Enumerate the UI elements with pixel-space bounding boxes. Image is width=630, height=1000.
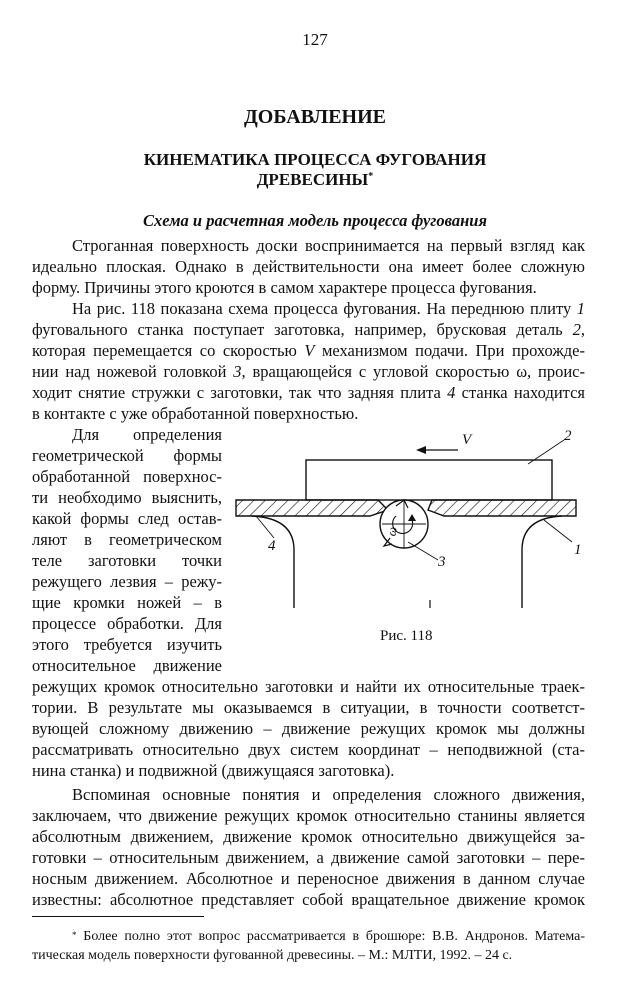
paragraph-3-line: обработанной поверхнос- [32,467,222,486]
figure-ref-3: 3 [233,362,242,381]
paragraph-3-line: щие кромки ножей – в [32,593,222,612]
paragraph-3-line: теле заготовки точки [32,551,222,570]
label-cutter-3: 3 [438,554,446,570]
chapter-title-line1: КИНЕМАТИКА ПРОЦЕССА ФУГОВАНИЯ [143,150,487,169]
paragraph-1-line: форму. Причины этого кроются в самом характере процесса фугования. [32,278,537,297]
paragraph-3-line: режущего лезвия – режу- [32,572,222,591]
paragraph-4-line: носным движением. Абсолютное и переносное движения в данном случае [32,869,585,888]
figure-ref-4: 4 [447,383,456,402]
rear-table-4 [236,500,388,516]
paragraph-4-line: заключаем, что движение режущих кромок относительно станины является [32,806,585,825]
paragraph-3-line: какой формы след остав- [32,509,222,528]
workpiece-part-2 [306,460,552,500]
paragraph-3-line: режущих кромок относительно заготовки и найти их относительные траек- [32,677,585,696]
label-velocity: V [462,432,472,448]
footnote-line [72,928,585,946]
paragraph-2-line [32,383,585,403]
chapter-title-line2-text: ДРЕВЕСИНЫ [256,170,369,189]
page-number: 127 [302,30,328,49]
paragraph-3-line: относительное движение [32,656,222,675]
paragraph-2-text: которая перемещается со скоростью [32,341,305,360]
paragraph-2-text: ходит снятие стружки с заготовки, так что задняя плита [32,383,448,402]
front-table-1 [428,500,576,516]
label-plate-4: 4 [268,538,276,554]
figure-caption: Рис. 118 [380,628,433,644]
label-omega: ω [383,525,400,538]
paragraph-4-line: известны: абсолютное представляет собой вращательное движение кромок [32,890,585,909]
paragraph-2-text: станка находится [455,383,585,402]
leader-line-1 [544,520,572,542]
paragraph-2-line [32,320,585,340]
paragraph-3-line: этого требуется изучить [32,635,222,654]
velocity-arrow-head [416,446,426,454]
paragraph-3-line: геометрической формы [32,446,222,465]
label-part-2: 2 [564,428,572,444]
footnote-line: тическая модель поверхности фугованной древесины. – М.: МЛТИ, 1992. – 24 с. [32,948,513,963]
paragraph-2-line [72,299,585,319]
section-heading: ДОБАВЛЕНИЕ [244,106,386,128]
footnote-text: Более полно этот вопрос рассматривается в брошюре: В.В. Андронов. Матема- [76,929,585,944]
paragraph-4-line: абсолютным движением, движение кромок относительно движущейся за- [32,827,585,846]
paragraph-4-line: готовки – относительным движением, а движение самой заготовки – пере- [32,848,585,867]
paragraph-3-line: вующей сложному движению – движение режущих кромок мы должны [32,719,585,738]
footnote-rule [32,916,204,917]
paragraph-2-text: фуговального станка поступает заготовка, например, брусковая деталь [32,320,573,339]
paragraph-3-line: процессе обработки. Для [32,614,222,633]
velocity-symbol: V [304,341,315,360]
figure-ref-1: 1 [576,299,585,318]
chapter-title-line2 [0,170,630,190]
paragraph-3-line: тории. В результате мы оказываемся в ситуации, в точности соответст- [32,698,585,717]
paragraph-3-line: рассматривать относительно двух систем координат – неподвижной (ста- [32,740,585,759]
chapter-title [0,150,630,190]
label-plate-1: 1 [574,542,582,558]
paragraph-2-text: нии над ножевой головкой [32,362,234,381]
paragraph-2-line: в контакте с уже обработанной поверхностью. [32,404,359,423]
paragraph-3-line: ляют в геометрическом [32,530,222,549]
paragraph-2-line [32,341,585,361]
leader-line-3 [408,542,438,560]
rear-table-support [252,516,294,608]
figure-ref-2: 2, [572,320,585,339]
figure-118-diagram [232,420,592,620]
paragraph-2-text: На рис. 118 показана схема процесса фугования. На переднюю плиту [72,299,577,318]
paragraph-1-line: Строганная поверхность доски воспринимается на первый взгляд как [72,236,585,255]
paragraph-3-line: ти необходимо выяснить, [32,488,222,507]
footnote-reference-mark: * [368,171,374,182]
paragraph-3-line: Для определения [72,425,222,444]
paragraph-4-line: Вспоминая основные понятия и определения сложного движения, [72,785,585,804]
paragraph-1-line: идеально плоская. Однако в действительности она имеет более сложную [32,257,585,276]
footnote-mark: * [72,930,77,940]
paragraph-2-text: , вращающейся с угловой скоростью ω, проис- [241,362,586,381]
paragraph-3-line: нина станка) и подвижной (движущаяся заготовка). [32,761,395,780]
paragraph-2-line [32,362,585,382]
subsection-title: Схема и расчетная модель процесса фугования [143,211,487,230]
paragraph-2-text: механизмом подачи. При прохожде- [314,341,585,360]
